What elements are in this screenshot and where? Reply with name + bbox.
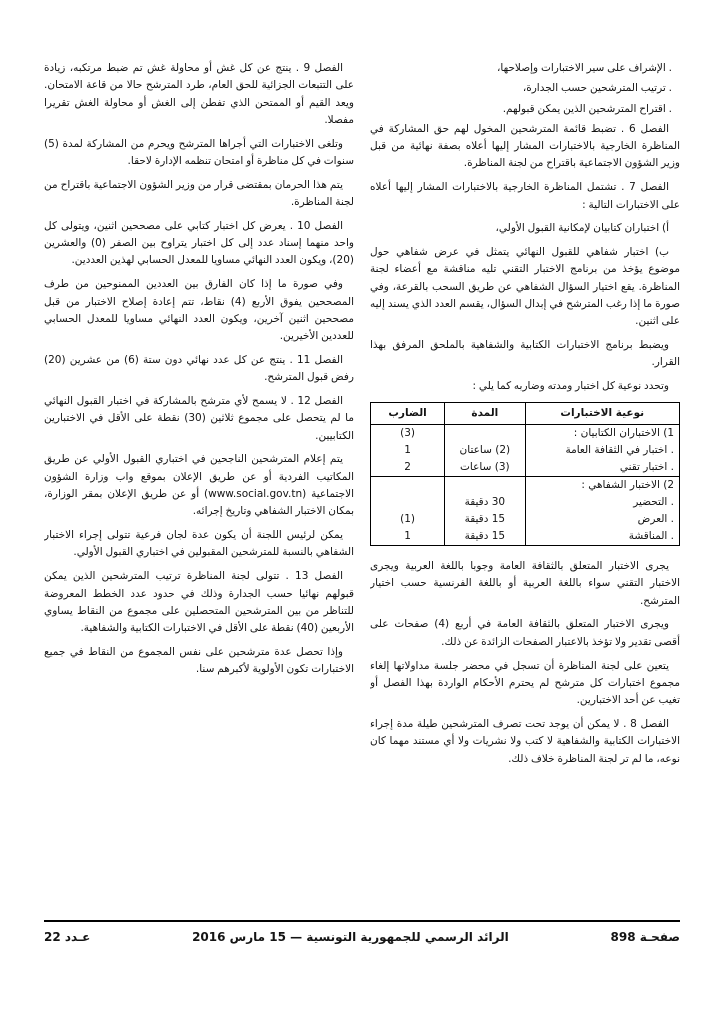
cell-duration (445, 477, 525, 495)
paragraph: الفصل 11 . ينتج عن كل عدد نهائي دون ستة (6) من عشرين (20) رفض قبول المترشح. (44, 353, 354, 384)
cell-type: . اختبار في الثقافة العامة (525, 442, 680, 459)
table-row (371, 494, 680, 511)
footer-issue-number: عـدد 22 (44, 930, 91, 944)
table-row (371, 459, 680, 477)
cell-coef: 1 (371, 528, 445, 546)
column-right (370, 60, 680, 918)
paragraph: يتم هذا الحرمان بمقتضى قرار من وزير الشؤون الاجتماعية باقتراح من لجنة المناظرة. (44, 178, 354, 209)
text-columns (44, 60, 680, 918)
bullet-line: . اقتراح المترشحين الذين يمكن قبولهم. (502, 102, 672, 115)
cell-coef (371, 494, 445, 511)
paragraph: أ) اختباران كتابيان لإمكانية القبول الأولي، (495, 222, 669, 235)
cell-duration: (3) ساعات (445, 459, 525, 477)
exam-types-table (370, 402, 680, 546)
paragraph: وإذا تحصل عدة مترشحين على نفس المجموع من النقاط في جميع الاختبارات تكون الأولوية لأكبرهم سنا. (44, 645, 354, 676)
cell-duration: 15 دقيقة (445, 528, 525, 546)
cell-duration: 30 دقيقة (445, 494, 525, 511)
table-header-row (371, 403, 680, 425)
paragraph: يمكن لرئيس اللجنة أن يكون عدة لجان فرعية تتولى إجراء الاختبار الشفاهي بالنسبة للمترشحين المقبولين في اختباري القبول الأولي. (44, 529, 354, 559)
cell-type: . اختبار تقني (525, 459, 680, 477)
column-left (44, 60, 354, 918)
table-header-cell: الضارب (371, 403, 445, 425)
paragraph: الفصل 8 . لا يمكن أن يوجد تحت تصرف المترشحين طيلة مدة إجراء الاختبارات الكتابية والشفاهية لا كتب ولا نشريات ولا أي مستند مهما كان نوعه، ما لم تر لجنة المناظرة خلاف ذلك. (370, 717, 680, 765)
paragraph: ويضبط برنامج الاختبارات الكتابية والشفاهية بالملحق المرفق بهذا القرار. (370, 339, 680, 369)
paragraph: وتحدد نوعية كل اختبار ومدته وضاربه كما يلي : (472, 380, 669, 393)
paragraph: يجرى الاختبار المتعلق بالثقافة العامة وجوبا باللغة العربية ويجرى الاختبار التقني سواء باللغة العربية أو باللغة الفرنسية حسب اختيار المترشح. (370, 560, 680, 607)
bullet-line: . ترتيب المترشحين حسب الجدارة، (522, 82, 672, 95)
page-footer (44, 920, 680, 944)
paragraph: ب) اختبار شفاهي للقبول النهائي يتمثل في عرض شفاهي حول موضوع يؤخذ من برنامج الاختبار التقني تليه مناقشة مع أعضاء لجنة المناظرة. يقع اختيار السؤال الشفاهي عن طريق السحب بالقرعة، وفي صورة ما إذا رغب المترشح في إبدال السؤال، يقسم العدد الذي يسند إليه على اثنين. (370, 246, 680, 328)
table-row (371, 511, 680, 528)
paragraph: الفصل 6 . تضبط قائمة المترشحين المخول لهم حق المشاركة في المناظرة الخارجية بالاختبارات المشار إليها أعلاه بصفة نهائية من قبل وزير الشؤون الاجتماعية باقتراح من لجنة المناظرة. (370, 122, 680, 170)
paragraph: وفي صورة ما إذا كان الفارق بين العددين الممنوحين من طرف المصححين يفوق الأربع (4) نقاط، تتم إعادة إصلاح الاختبار من قبل مصححين اثنين آخرين، ويكون العدد النهائي مساويا للمعدل الحسابي للعددين الأخيرين. (44, 278, 354, 343)
cell-type: 1) الاختباران الكتابيان : (525, 425, 680, 443)
paragraph: الفصل 13 . تتولى لجنة المناظرة ترتيب المترشحين الذين يمكن قبولهم نهائيا حسب الجدارة وذلك في حدود عدد الخطط المعروضة للتناظر من بين المترشحين المتحصلين على مجموع من النقاط يساوي الأربعين (40) نقطة على الأقل في الاختبارات الكتابية والشفاهية. (44, 570, 354, 635)
paragraph: ويجرى الاختبار المتعلق بالثقافة العامة في أربع (4) صفحات على أقصى تقدير ولا تؤخذ بالاعتبار الصفحات الزائدة عن ذلك. (370, 618, 680, 648)
table-header-cell: المدة (445, 403, 525, 425)
cell-coef (371, 477, 445, 495)
cell-duration: 15 دقيقة (445, 511, 525, 528)
paragraph: الفصل 9 . ينتج عن كل غش أو محاولة غش تم ضبط مرتكبه، زيادة على التتبعات الجزائية للحق العام، طرد المترشح حالا من قاعة الامتحان. ويعد القيم أو الممتحن الذي تفطن إلى الغش أو محاولة الغش تقريرا مفصلا. (44, 62, 354, 126)
cell-type: . التحضير (525, 494, 680, 511)
cell-type: 2) الاختبار الشفاهي : (525, 477, 680, 495)
cell-type: . المناقشة (525, 528, 680, 546)
table-row (371, 442, 680, 459)
paragraph: يتعين على لجنة المناظرة أن تسجل في محضر جلسة مداولاتها إلغاء مجموع اختبارات كل مترشح لم يحترم الأحكام الواردة بهذا الفصل أو تغيب عن أحد الاختبارين. (370, 659, 680, 707)
cell-coef: 1 (371, 442, 445, 459)
footer-journal-title: الرائد الرسمي للجمهورية التونسية — 15 مارس 2016 (192, 930, 509, 944)
paragraph: وتلغى الاختبارات التي أجراها المترشح ويحرم من المشاركة لمدة (5) سنوات في كل مناظرة أو امتحان تنظمه الإدارة لاحقا. (44, 137, 354, 167)
table-row (371, 477, 680, 495)
paragraph: يتم إعلام المترشحين الناجحين في اختباري القبول الأولي عن طريق المكاتيب الفردية أو عن طريق الإعلان بموقع واب وزارة الشؤون الاجتماعية (www.social.gov.tn) أو عن طريق الإعلان بمقر الوزارة، بمكان الاختبار الشفاهي وتاريخ إجرائه. (44, 453, 354, 518)
paragraph: الفصل 10 . يعرض كل اختبار كتابي على مصححين اثنين، ويتولى كل واحد منهما إسناد عدد إلى كل اختبار يتراوح بين الصفر (0) والعشرين (20)، ويكون العدد النهائي مساويا للمعدل الحسابي لهذين العددين. (44, 219, 354, 267)
cell-type: . العرض (525, 511, 680, 528)
table-row (371, 425, 680, 443)
paragraph: الفصل 12 . لا يسمح لأي مترشح بالمشاركة في اختبار القبول النهائي ما لم يتحصل على مجموع ثلاثين (30) نقطة على الأقل في الاختبارين الكتابيين. (44, 395, 354, 442)
cell-coef: 2 (371, 459, 445, 477)
table-header-cell: نوعية الاختبارات (525, 403, 680, 425)
cell-coef: (3) (371, 425, 445, 443)
cell-duration (445, 425, 525, 443)
table-section (371, 477, 680, 546)
cell-duration: (2) ساعتان (445, 442, 525, 459)
table-section (371, 425, 680, 477)
bullet-line: . الإشراف على سير الاختبارات وإصلاحها، (497, 62, 672, 74)
paragraph: الفصل 7 . تشتمل المناظرة الخارجية بالاختبارات المشار إليها أعلاه على الاختبارات التالية : (370, 181, 680, 211)
cell-coef: (1) (371, 511, 445, 528)
footer-page-number: صفحـة 898 (610, 930, 680, 944)
table-row (371, 528, 680, 546)
